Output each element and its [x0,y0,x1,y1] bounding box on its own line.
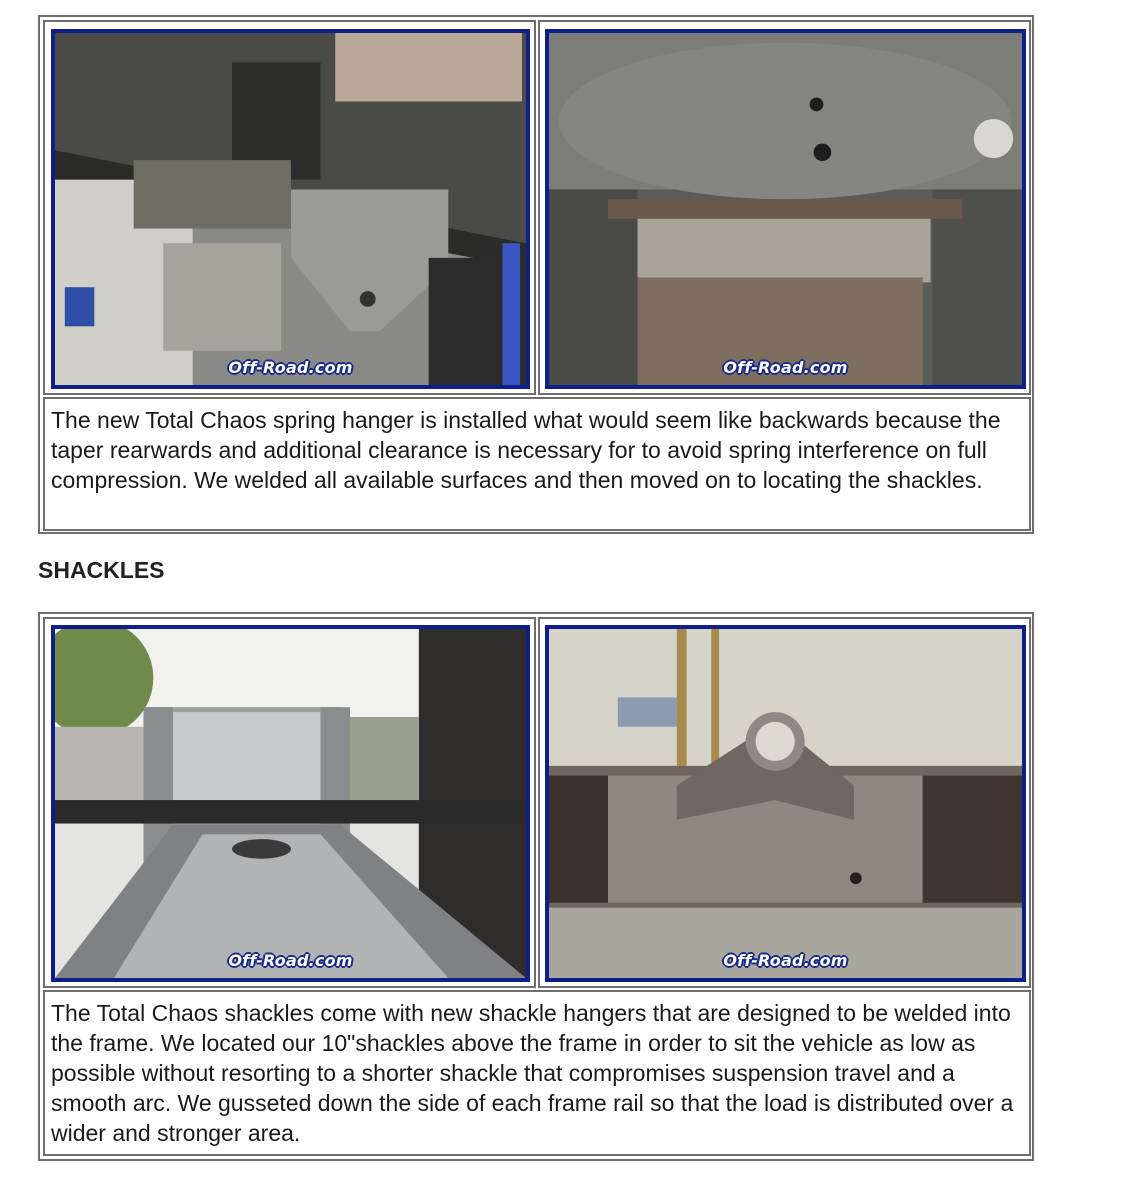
shackles-table [38,612,1034,1161]
photo-caption: The Total Chaos shackles come with new shackle hangers that are designed to be welded into the frame. We located our 10"shackles above the frame in order to sit the vehicle as low as possible without resorting to a shorter shackle that compromises suspension travel and a smooth arc. We gusseted down the side of each frame rail so that the load is distributed over a wider and stronger area. [51,1000,1014,1146]
spring-hanger-table [38,15,1034,534]
caption-cell [43,990,1031,1156]
photo-cell [538,20,1031,395]
photo-shackle-side [545,625,1026,982]
watermark-text: Off-Road.com [228,951,353,970]
photo-image [55,33,526,385]
caption-cell [43,397,1031,531]
photo-spring-hanger-side [51,29,530,389]
photo-image [549,33,1022,385]
photo-caption: The new Total Chaos spring hanger is installed what would seem like backwards because the taper rearwards and additional clearance is necessary for to avoid spring interference on full compression. We welded all available surfaces and then moved on to locating the shackles. [51,407,1001,493]
watermark-text: Off-Road.com [228,358,353,377]
watermark-text: Off-Road.com [723,358,848,377]
section-heading-shackles: SHACKLES [38,557,165,583]
photo-cell [43,20,536,395]
photo-cell [538,617,1031,988]
photo-image [55,629,526,978]
watermark-text: Off-Road.com [723,951,848,970]
photo-cell [43,617,536,988]
photo-image [549,629,1022,978]
photo-shackle-end [51,625,530,982]
photo-spring-hanger-under [545,29,1026,389]
